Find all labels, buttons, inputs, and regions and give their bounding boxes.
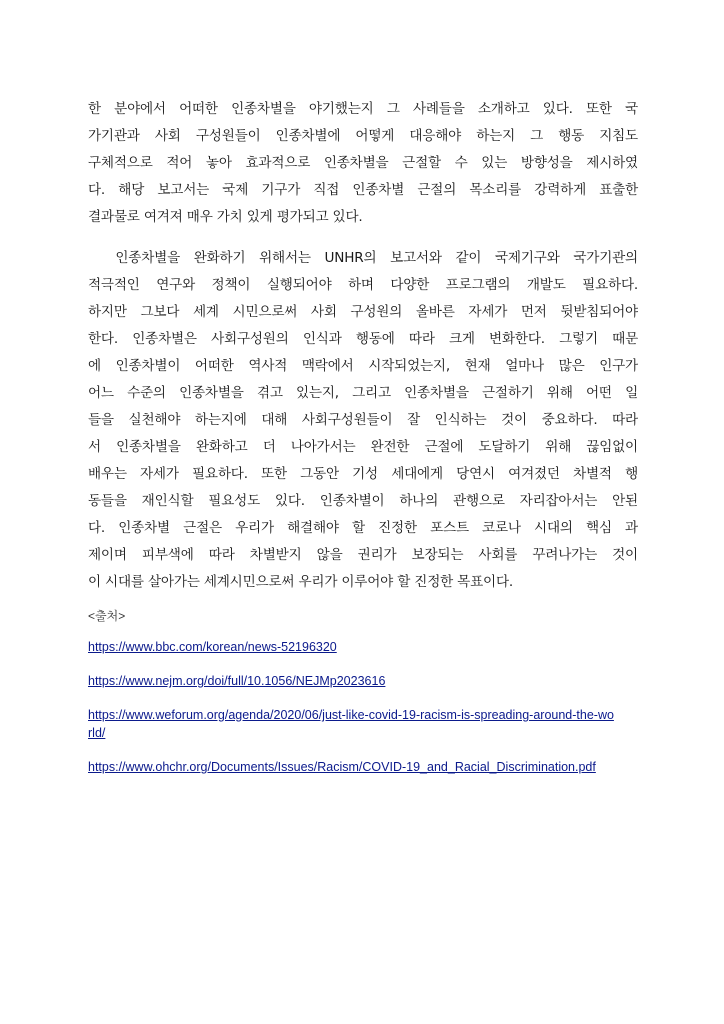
source-link-ohchr[interactable]: https://www.ohchr.org/Documents/Issues/Racism/COVID-19_and_Racial_Discrimination.pdf xyxy=(88,760,596,774)
document-body xyxy=(88,96,638,610)
paragraph-line: 하지만 그보다 세계 시민으로써 사회 구성원의 올바른 자세가 먼저 뒷받침되어야 xyxy=(88,304,638,320)
sources-section xyxy=(88,608,648,792)
source-link-weforum[interactable]: https://www.weforum.org/agenda/2020/06/just-like-covid-19-racism-is-spreading-around-the-world/ xyxy=(88,708,614,740)
paragraph-line: 결과물로 여겨져 매우 가치 있게 평가되고 있다. xyxy=(88,209,363,225)
sources-label: <출처> xyxy=(88,609,126,623)
paragraph-line: 제이며 피부색에 따라 차별받지 않을 권리가 보장되는 사회를 꾸려나가는 것이 xyxy=(88,547,638,563)
paragraph-line: 적극적인 연구와 정책이 실행되어야 하며 다양한 프로그램의 개발도 필요하다. xyxy=(88,277,638,293)
paragraph-2 xyxy=(88,245,638,596)
source-link-bbc[interactable]: https://www.bbc.com/korean/news-52196320 xyxy=(88,640,337,654)
paragraph-line: 다. 해당 보고서는 국제 기구가 직접 인종차별 근절의 목소리를 강력하게 표출한 xyxy=(88,182,638,198)
paragraph-line: 구체적으로 적어 놓아 효과적으로 인종차별을 근절할 수 있는 방향성을 제시하였 xyxy=(88,155,638,171)
paragraph-line: 어느 수준의 인종차별을 겪고 있는지, 그리고 인종차별을 근절하기 위해 어떤 일 xyxy=(88,385,638,401)
paragraph-line: 배우는 자세가 필요하다. 또한 그동안 기성 세대에게 당연시 여겨졌던 차별적 행 xyxy=(88,466,638,482)
paragraph-line: 인종차별을 완화하기 위해서는 UNHR의 보고서와 같이 국제기구와 국가기관의 xyxy=(88,250,638,266)
paragraph-line: 에 인종차별이 어떠한 역사적 맥락에서 시작되었는지, 현재 얼마나 많은 인구가 xyxy=(88,358,638,374)
paragraph-1 xyxy=(88,96,638,231)
paragraph-line: 다. 인종차별 근절은 우리가 해결해야 할 진정한 포스트 코로나 시대의 핵심 과 xyxy=(88,520,638,536)
paragraph-line: 한 분야에서 어떠한 인종차별을 야기했는지 그 사례들을 소개하고 있다. 또한 국 xyxy=(88,101,638,117)
source-link-nejm[interactable]: https://www.nejm.org/doi/full/10.1056/NEJMp2023616 xyxy=(88,674,386,688)
paragraph-line: 서 인종차별을 완화하고 더 나아가서는 완전한 근절에 도달하기 위해 끊임없이 xyxy=(88,439,638,455)
paragraph-line: 한다. 인종차별은 사회구성원의 인식과 행동에 따라 크게 변화한다. 그렇기 때문 xyxy=(88,331,638,347)
paragraph-line: 이 시대를 살아가는 세계시민으로써 우리가 이루어야 할 진정한 목표이다. xyxy=(88,574,514,590)
paragraph-line: 들을 실천해야 하는지에 대해 사회구성원들이 잘 인식하는 것이 중요하다. 따라 xyxy=(88,412,638,428)
paragraph-line: 동들을 재인식할 필요성도 있다. 인종차별이 하나의 관행으로 자리잡아서는 안된 xyxy=(88,493,638,509)
paragraph-line: 가기관과 사회 구성원들이 인종차별에 어떻게 대응해야 하는지 그 행동 지침도 xyxy=(88,128,638,144)
